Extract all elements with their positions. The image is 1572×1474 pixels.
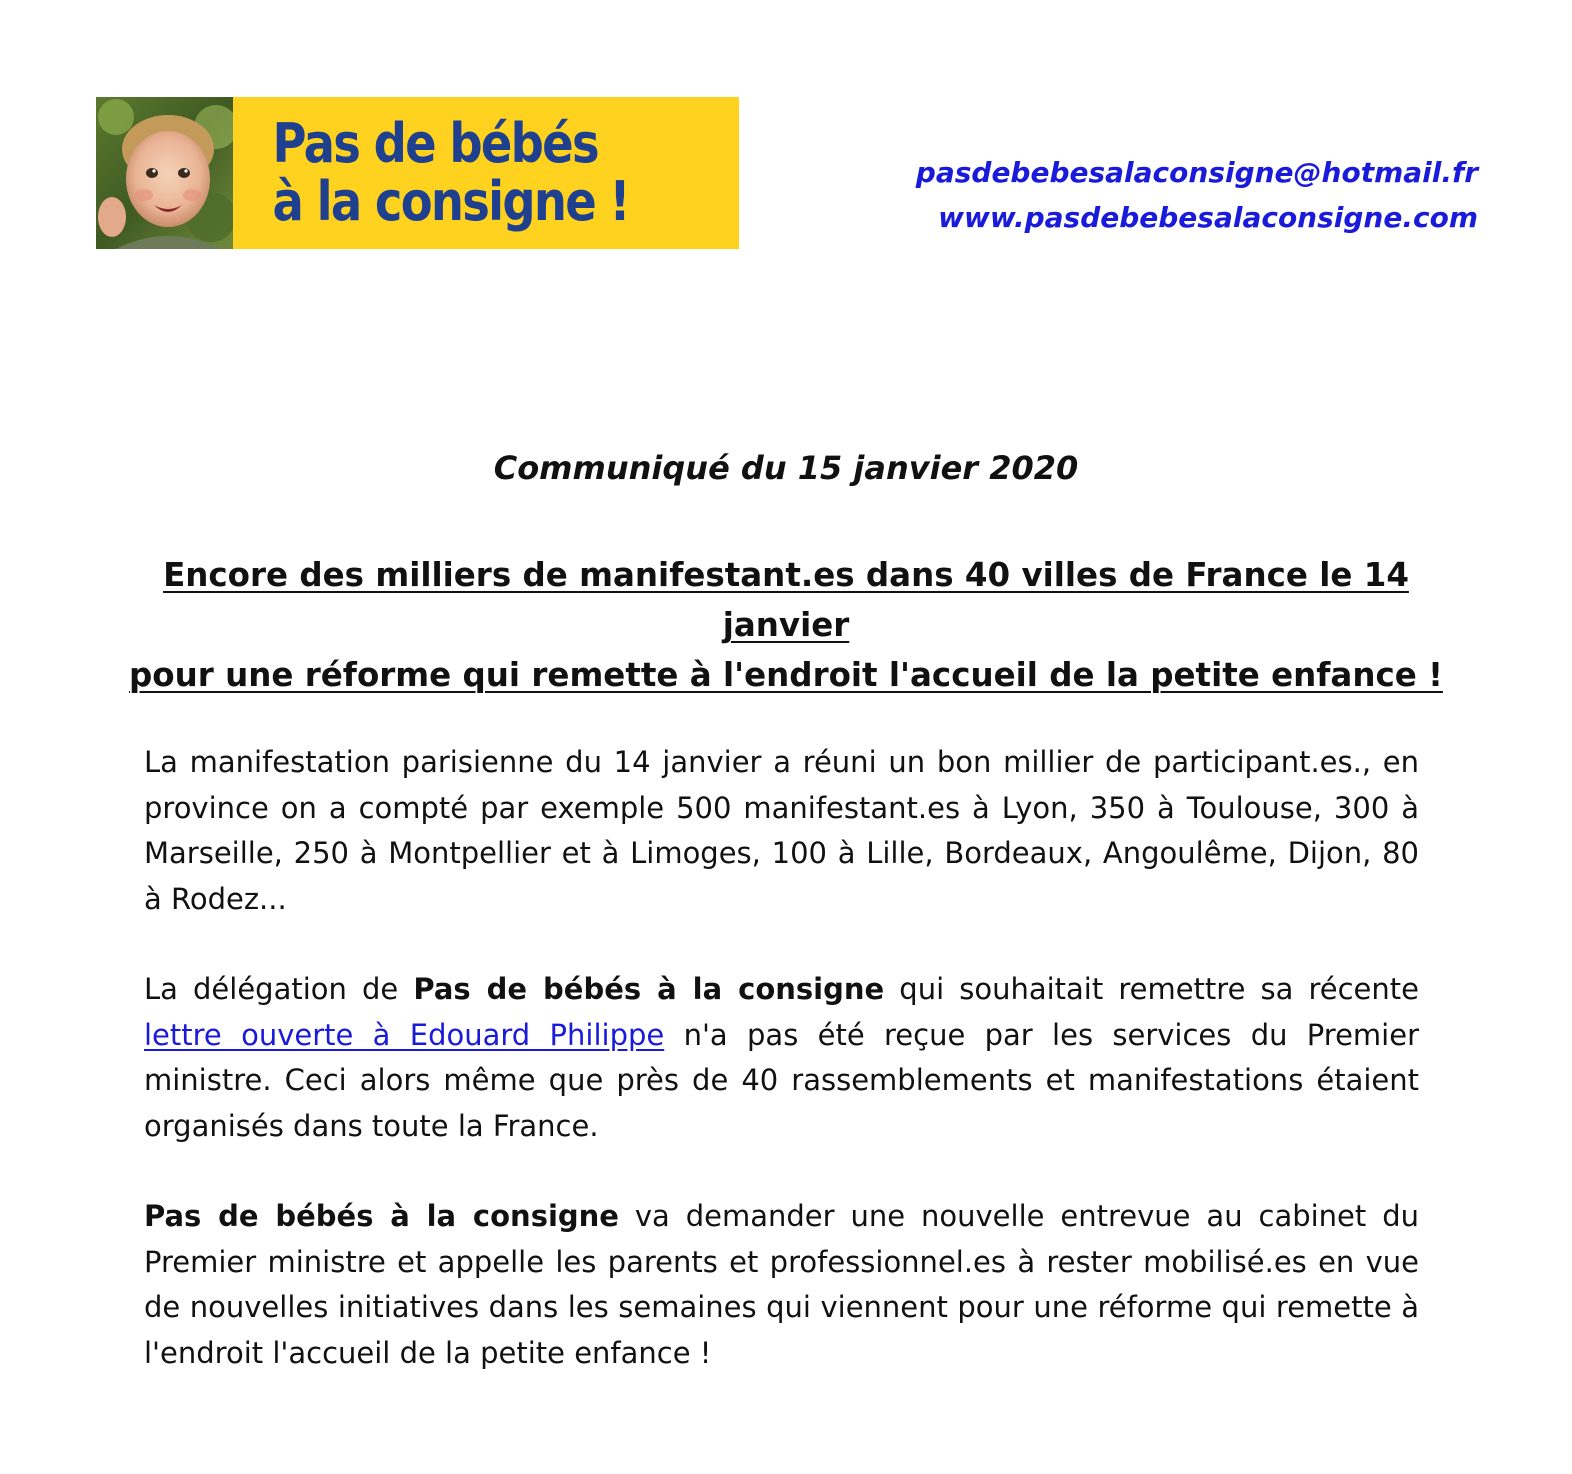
headline: [100, 550, 1472, 700]
paragraph-3-text: va demander une nouvelle entrevue au cabinet du Premier ministre et appelle les parents et professionnel.es à rester mobilisé.es en vue de nouvelles initiatives dans les semaines qui viennent pour une réforme qui remette à l'endroit l'accueil de la petite enfance !: [144, 1199, 1419, 1370]
banner-line-1: Pas de bébés: [272, 112, 598, 175]
banner-line-2: à la consigne !: [272, 170, 629, 233]
paragraph-3: [144, 1194, 1419, 1376]
contact-website: www.pasdebebesalaconsigne.com: [938, 201, 1478, 234]
communique-date-title: Communiqué du 15 janvier 2020: [493, 449, 1079, 487]
headline-line-1: Encore des milliers de manifestant.es dans 40 villes de France le 14 janvier: [163, 556, 1409, 644]
headline-line-2: pour une réforme qui remette à l'endroit l'accueil de la petite enfance !: [129, 656, 1443, 694]
paragraph-2-middle: qui souhaitait remettre sa récente: [884, 972, 1419, 1006]
paragraph-2: [144, 967, 1419, 1149]
header-banner: [96, 97, 739, 249]
open-letter-link[interactable]: lettre ouverte à Edouard Philippe: [144, 1017, 665, 1052]
paragraph-2-end: n'a pas été reçue par les services du Premier ministre. Ceci alors même que près de 40 rassemblements et manifestations étaient organisés dans toute la France.: [144, 1017, 1419, 1143]
organization-name-bold: Pas de bébés à la consigne: [144, 1199, 619, 1233]
banner-logo-text: [233, 97, 668, 249]
contact-email: pasdebebesalaconsigne@hotmail.fr: [915, 156, 1478, 189]
child-photo-image: [96, 97, 233, 249]
body-text: [144, 740, 1419, 1421]
contact-block: [916, 150, 1478, 240]
paragraph-2-intro: La délégation de: [144, 972, 414, 1006]
organization-name-bold: Pas de bébés à la consigne: [413, 972, 885, 1006]
paragraph-1: La manifestation parisienne du 14 janvier a réuni un bon millier de participant.es., en province on a compté par exemple 500 manifestant.es à Lyon, 350 à Toulouse, 300 à Marseille, 250 à Montpellier et à Limoges, 100 à Lille, Bordeaux, Angoulême, Dijon, 80 à Rodez...: [144, 745, 1419, 916]
